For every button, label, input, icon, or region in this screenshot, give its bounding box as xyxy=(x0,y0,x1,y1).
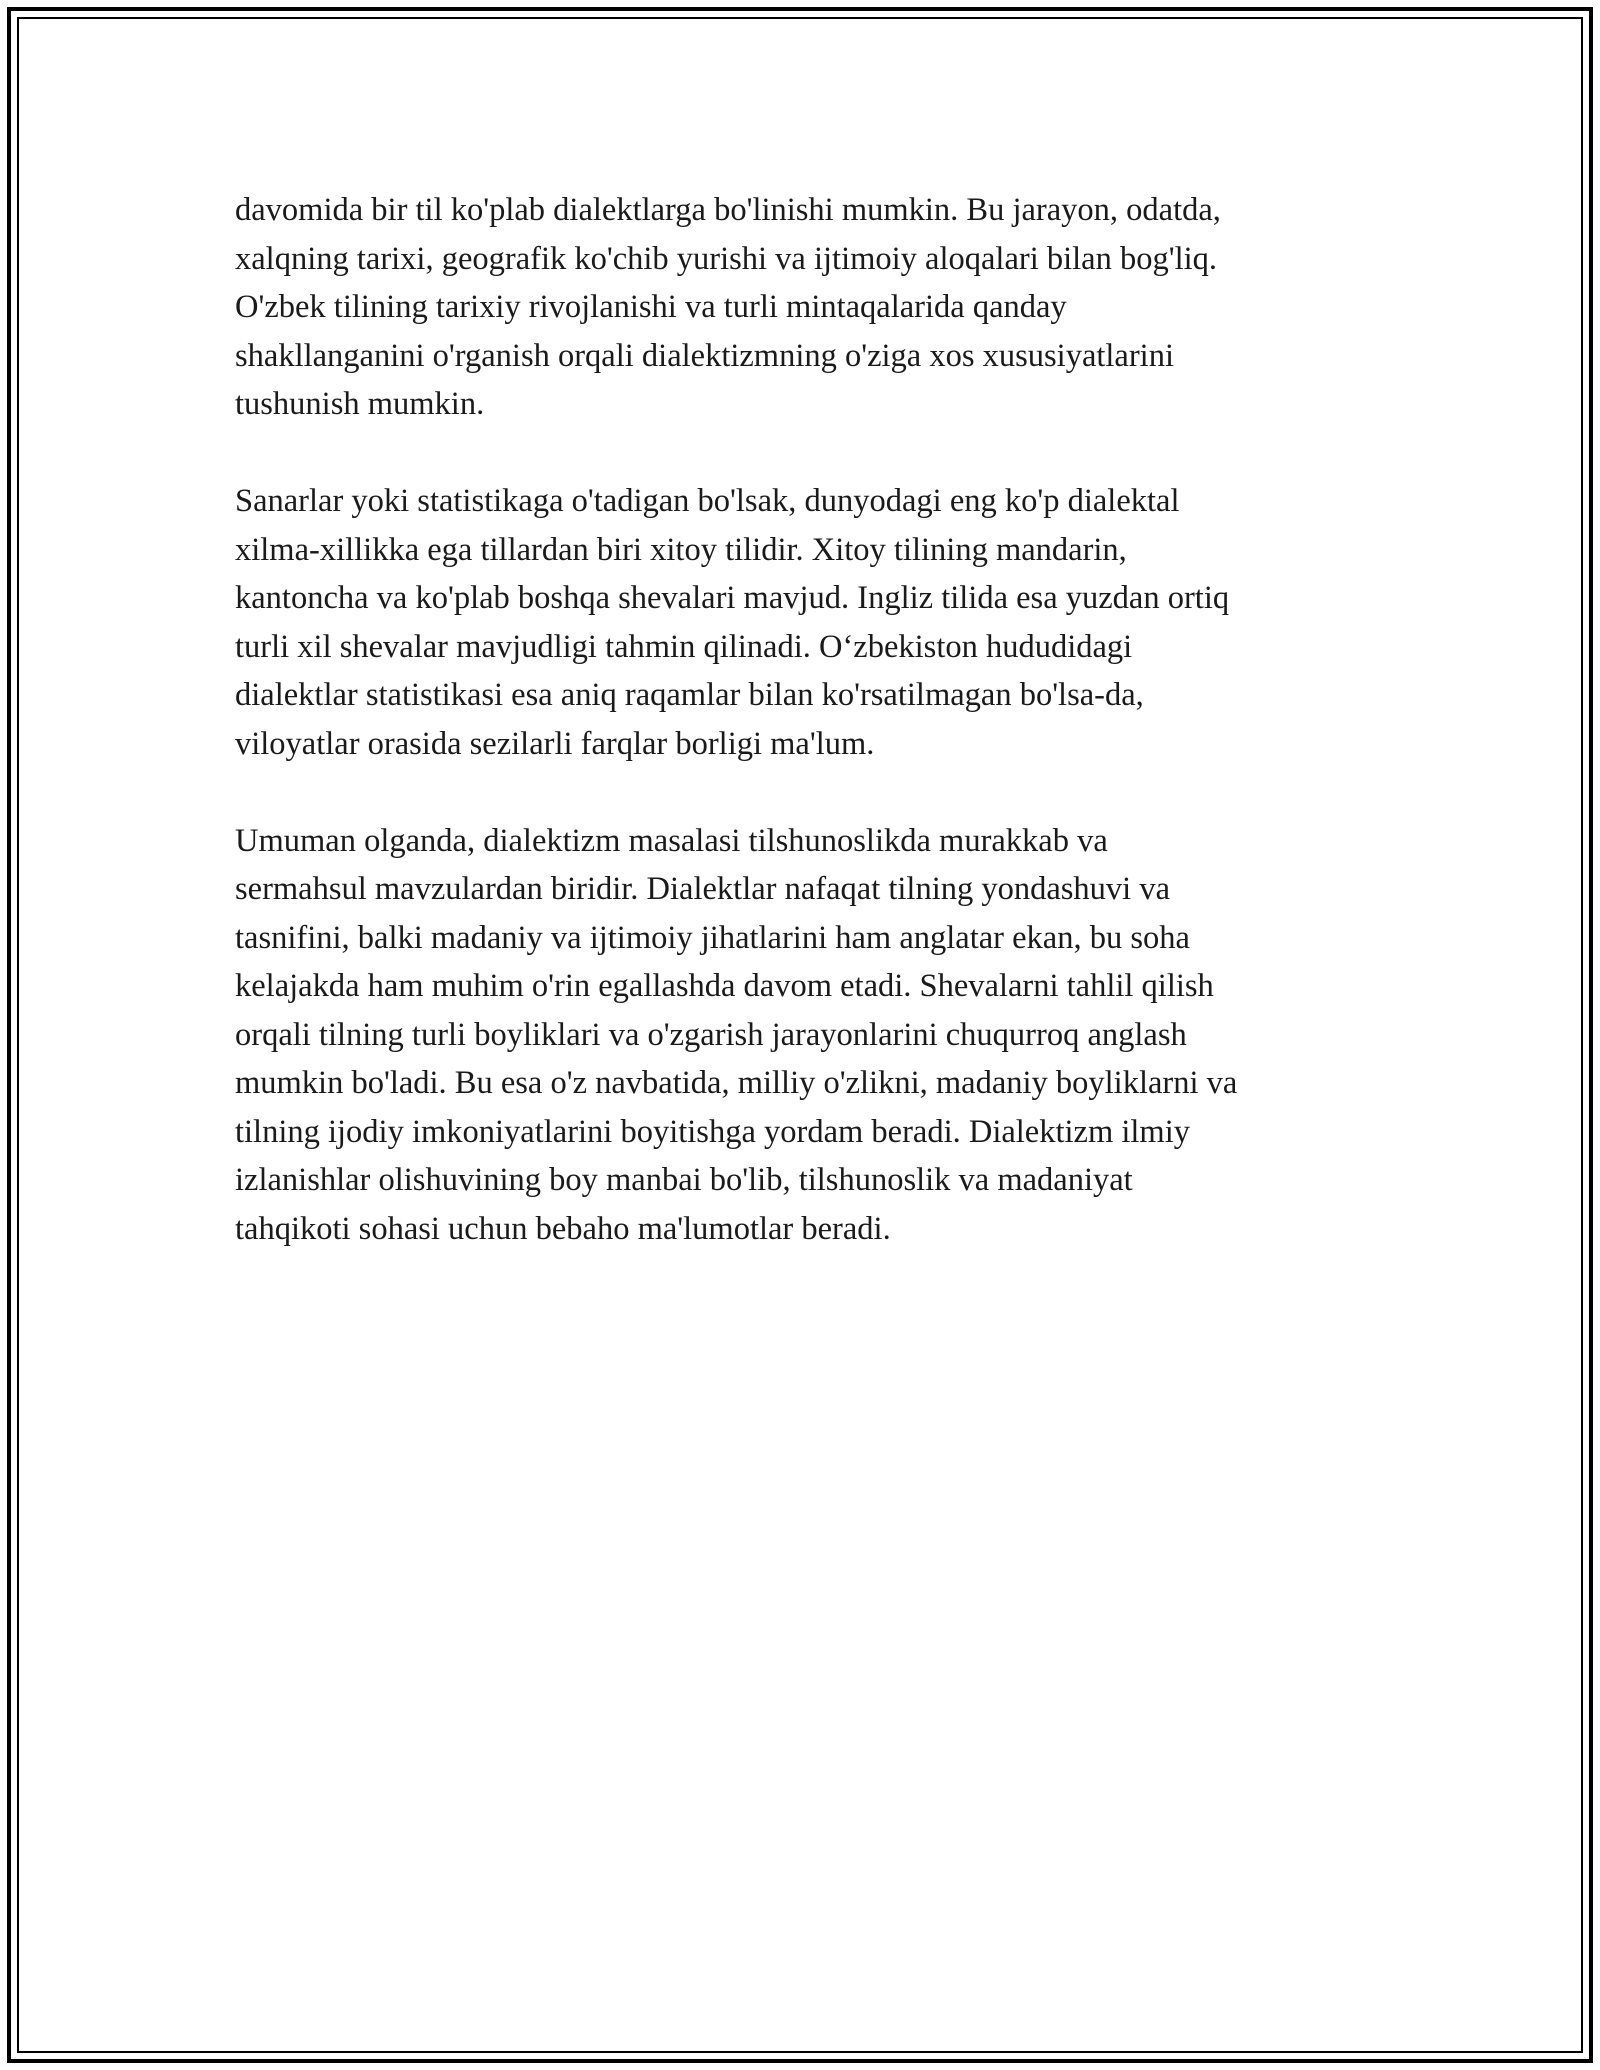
paragraph-2: Sanarlar yoki statistikaga o'tadigan bo'lsak, dunyodagi eng ko'p dialektal xilma-xillikka ega tillardan biri xitoy tilidir. Xitoy tilining mandarin, kantoncha va ko'plab boshqa shevalari mavjud. Ingliz tilida esa yuzdan ortiq turli xil shevalar mavjudligi tahmin qilinadi. O‘zbekiston hududidagi dialektlar statistikasi esa aniq raqamlar bilan ko'rsatilmagan bo'lsa-da, viloyatlar orasida sezilarli farqlar borligi ma'lum. xyxy=(235,483,1230,762)
paragraph-3: Umuman olganda, dialektizm masalasi tilshunoslikda murakkab va sermahsul mavzulardan biridir. Dialektlar nafaqat tilning yondashuvi va tasnifini, balki madaniy va ijtimoiy jihatlarini ham anglatar ekan, bu soha kelajakda ham muhim o'rin egallashda davom etadi. Shevalarni tahlil qilish orqali tilning turli boyliklari va o'zgarish jarayonlarini chuqurroq anglash mumkin bo'ladi. Bu esa o'z navbatida, milliy o'zlikni, madaniy boyliklarni va tilning ijodiy imkoniyatlarini boyitishga yordam beradi. Dialektizm ilmiy izlanishlar olishuvining boy manbai bo'lib, tilshunoslik va madaniyat tahqikoti sohasi uchun bebaho ma'lumotlar beradi. xyxy=(235,822,1238,1247)
document-body xyxy=(235,186,1385,1302)
paragraph-1: davomida bir til ko'plab dialektlarga bo'linishi mumkin. Bu jarayon, odatda, xalqning tarixi, geografik ko'chib yurishi va ijtimoiy aloqalari bilan bog'liq. O'zbek tilining tarixiy rivojlanishi va turli mintaqalarida qanday shakllanganini o'rganish orqali dialektizmning o'ziga xos xususiyatlarini tushunish mumkin. xyxy=(235,192,1221,422)
